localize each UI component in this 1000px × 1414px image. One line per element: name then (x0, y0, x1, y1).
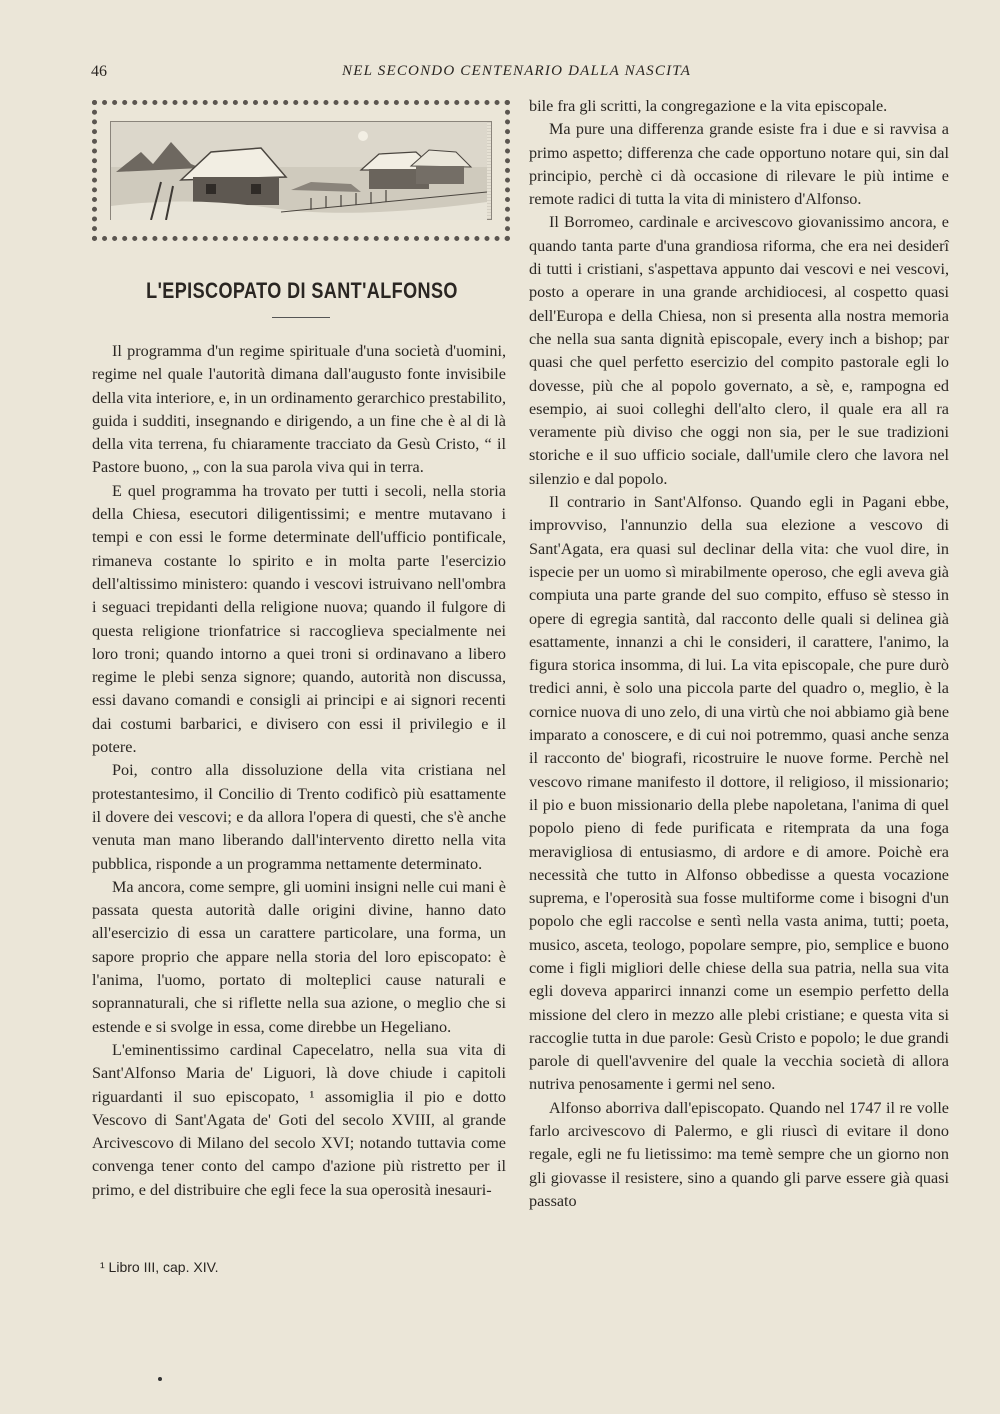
paragraph: Poi, contro alla dissoluzione della vita cristiana nel protestantesimo, il Concilio di Trento codificò più esattamente il dovere dei vescovi; e da allora l'opera di questi, che s'è anche venuta man mano liberando dall'intervento diretto nella vita pubblica, risponde a un programma nettamente determinato. (92, 761, 506, 873)
paragraph: Ma ancora, come sempre, gli uomini insigni nelle cui mani è passata questa autorità dalle origini divine, hanno dato all'esercizio di essa un carattere particolare, una forma, un sapore proprio che appare nella storia del loro episcopato: è l'anima, l'uomo, portato di molteplici cause naturali e soprannaturali, che si riflette nella sua azione, o meglio che si estende e si svolge in essa, come direbbe un Hegeliano. (92, 877, 506, 1036)
running-head: NEL SECONDO CENTENARIO DALLA NASCITA (342, 63, 692, 79)
paragraph: E quel programma ha trovato per tutti i secoli, nella storia della Chiesa, esecutori diligentissimi; e mentre mutavano i tempi e con essi le forme determinate dell'ufficio pontificale, rimaneva costante lo spirito e in molta parte l'esercizio dell'altissimo ministero: quando i vescovi istruivano nell'ombra i seguaci trepidanti della religione nuova; quando il fulgore di questa religione trionfatrice si raccoglieva specialmente nei loro troni; quando intorno a quei troni si ordinavano a libero regime le plebi senza signore; quando, autorità non discussa, essi davano comandi e consigli ai principi e ai signori recenti dai costumi barbarici, e divisero con essi il privilegio e il potere. (92, 481, 506, 757)
title-rule (272, 317, 330, 318)
page-number: 46 (91, 63, 107, 80)
paragraph: L'eminentissimo cardinal Capecelatro, nella sua vita di Sant'Alfonso Maria de' Liguori, là dove chiude i capitoli riguardanti il suo episcopato, ¹ assomiglia il pio e dotto Vescovo di Sant'Agata de' Goti del secolo XVIII, al grande Arcivescovo di Milano del secolo XVI; notando tuttavia come convenga tener conto del campo d'azione più ristretto per il primo, e del distribuire che egli fece la sua operosità inesauri- (92, 1040, 506, 1199)
paragraph: Il contrario in Sant'Alfonso. Quando egli in Pagani ebbe, improvviso, l'annunzio della sua elezione a vescovo di Sant'Agata, era quasi sul declinar della vita: che vuol dire, in ispecie per un uomo sì mirabilmente operoso, che egli aveva già compiuta una parte grande del suo compito, effuso sè stesso in opere di egregia santità, dal racconto delle quali si delinea già esattamente, innanzi a chi le consideri, il carattere, l'animo, la figura storica insomma, di lui. La vita episcopale, che pure durò tredici anni, è solo una piccola parte del quadro o, meglio, è la cornice nuova di uno zelo, di una virtù che noi abbiamo già bene imparato a conoscere, e di cui noi potremmo, quasi anche senza il racconto de' biografi, ricostruire le nuove forme. Perchè nel vescovo rimane manifesto il dottore, il religioso, il missionario; il pio e buon missionario della plebe napoletana, l'anima di quel popolo pieno di fede purificata e ritemprata da una foga meravigliosa di entusiasmo, di ardore e di amore. Poichè era necessità che tutto in Alfonso obbedisse a questa vocazione suprema, e l'operosità sua fosse multiforme come i bisogni d'un popolo che egli raccolse e sentì nella vasta anima, tutti; poeta, musico, asceta, teologo, popolare sempre, pio, semplice e buono come i figli migliori delle chiese della sua patria, nella sua vita egli doveva apparirci innanzi come un esempio perfetto della missione del clero in mezzo alle plebi cristiane; e questa vita si raccoglie tutta in due parole: Gesù Cristo e popolo; le due grandi parole di quell'avvenire del quale la vecchia società di allora nutriva penosamente i germi nel seno. (529, 493, 949, 1094)
paragraph: Alfonso aborriva dall'episcopato. Quando nel 1747 il re volle farlo arcivescovo di Palermo, e gli riuscì di evitare il dono regale, egli ne fu lietissimo: ma temè sempre che un giorno non gli giovasse il resistere, sino a quando gli parve essere già quasi passato (529, 1098, 949, 1210)
article-title: L'EPISCOPATO DI SANT'ALFONSO (146, 278, 458, 303)
left-column (92, 340, 506, 1202)
winter-village-engraving (111, 122, 487, 220)
footnote: ¹ Libro III, cap. XIV. (100, 1259, 219, 1275)
right-column (529, 95, 949, 1213)
paragraph: Il programma d'un regime spirituale d'una società d'uomini, regime nel quale l'autorità dimana dall'augusto fonte invisibile della vita interiore, e, in un ordinamento gerarchico prestabilito, guida i sudditi, insegnando e dirigendo, a un fine che è al di là della vita terrena, fu chiaramente tracciato da Gesù Cristo, “ il Pastore buono, „ con la sua parola viva qui in terra. (92, 342, 506, 477)
paragraph: Il Borromeo, cardinale e arcivescovo giovanissimo ancora, e quando tanta parte d'una grandiosa riforma, che era nei desiderî di tutti i cristiani, s'aspettava appunto dai vescovi e nei vescovi, posto a operare in una grande archidiocesi, al cospetto quasi dell'Europa e della Chiesa, non si presenta alla nostra memoria che nella sua santa dignità episcopale, every inch a bishop; par quasi che quel perfetto esercizio del compito pastorale egli lo dovesse, più che al popolo governato, a sè, e, rampogna ed esempio, ai suoi colleghi dell'alto clero, il quale era all ra veramente più diviso che oggi non sia, per le sue tradizioni storiche e il suo ufficio sociale, dall'umile clero che lavora nel silenzio e dal popolo. (529, 213, 949, 488)
engraving-vignette (92, 100, 510, 241)
paragraph: Ma pure una differenza grande esiste fra i due e si ravvisa a primo aspetto; differenza che cade opportuno notare qui, sin dal principio, perchè ci dà occasione di rilevare le più intime e remote radici di tutta la vita di ministero d'Alfonso. (529, 120, 949, 209)
ink-speck (158, 1377, 162, 1381)
paragraph-continued: bile fra gli scritti, la congregazione e la vita episcopale. (529, 97, 888, 115)
